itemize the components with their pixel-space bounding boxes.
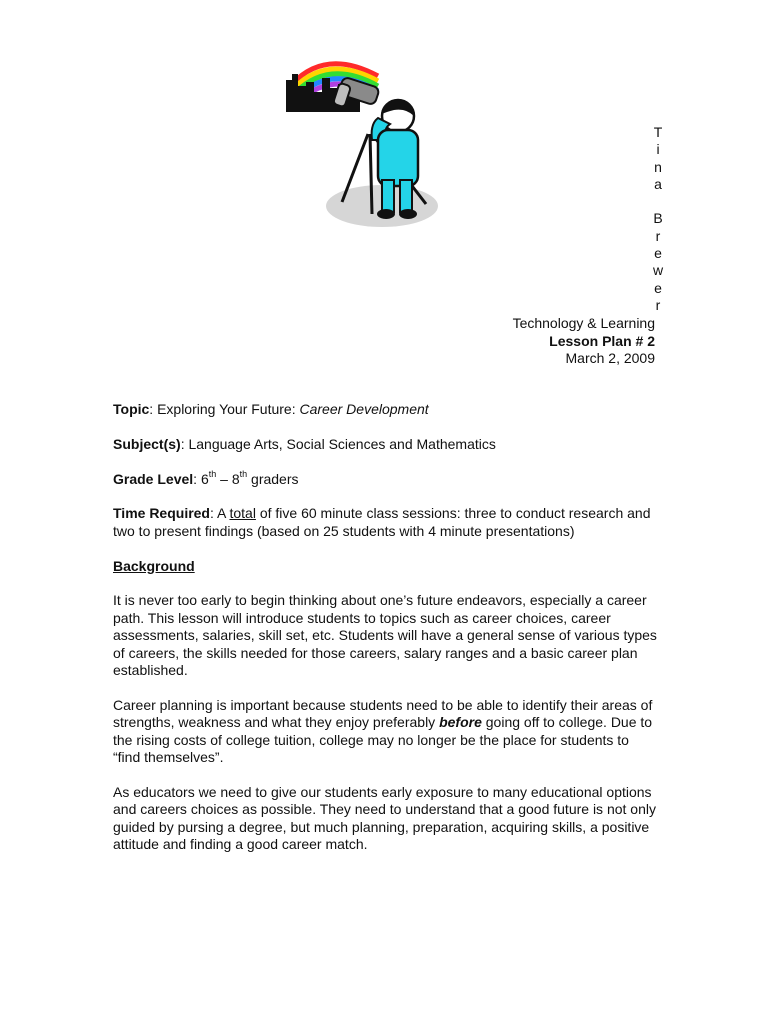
grade-to-sup: th bbox=[239, 468, 248, 479]
topic-text: : Exploring Your Future: bbox=[149, 401, 300, 417]
author-name-letter: r bbox=[655, 296, 661, 313]
para2-pre: Career planning is important because students need to be able to identify their areas of strengths, weakness and what they enjoy preferably bbox=[113, 696, 653, 731]
time-required-label: Time Required bbox=[113, 505, 210, 522]
author-name-letter bbox=[647, 193, 669, 210]
telescope-rainbow-clipart-icon bbox=[286, 54, 442, 230]
time-required-underlined: total bbox=[229, 505, 256, 522]
author-name-vertical bbox=[647, 124, 669, 314]
background-paragraph-1: It is never too early to begin thinking about one’s future endeavors, especially a career path. This lesson will introduce students to topics such as career choices, career assessments, salaries, skill set, etc. Students will have a general sense of various types of careers, the skills needed for those careers, salary ranges and a basic career plan established. bbox=[113, 592, 657, 679]
grade-from-sup: th bbox=[208, 468, 217, 479]
grade-dash: – bbox=[216, 470, 232, 487]
time-required-post: of five 60 minute class sessions: three to conduct research and two to present findings (based on 25 students with 4 minute presentations) bbox=[113, 505, 651, 539]
background-paragraph-2 bbox=[113, 697, 658, 767]
subjects-label: Subject(s) bbox=[113, 435, 181, 452]
grade-level-line bbox=[113, 468, 658, 488]
background-heading-text: Background bbox=[113, 557, 195, 574]
time-required-pre: : A bbox=[210, 505, 230, 522]
subjects-line bbox=[113, 436, 658, 453]
background-heading bbox=[113, 558, 658, 575]
author-name-letter: i bbox=[656, 141, 660, 158]
lesson-date: March 2, 2009 bbox=[565, 350, 655, 366]
author-name-letter: r bbox=[655, 227, 661, 244]
author-name-letter: e bbox=[654, 245, 662, 262]
topic-label: Topic bbox=[113, 401, 150, 417]
para2-emphasis: before bbox=[439, 714, 482, 731]
lesson-plan-number: Lesson Plan # 2 bbox=[549, 332, 655, 349]
topic-line bbox=[113, 401, 658, 418]
author-name-letter: w bbox=[652, 262, 664, 279]
para2-post: going off to college. Due to the rising costs of college tuition, college may no longer be the place for students to “find themselves”. bbox=[113, 714, 653, 766]
author-name-letter: e bbox=[654, 279, 662, 296]
lesson-content bbox=[113, 401, 658, 853]
subjects-text: : Language Arts, Social Sciences and Mathematics bbox=[180, 435, 496, 452]
time-required-line bbox=[113, 505, 658, 540]
author-name-letter: B bbox=[653, 210, 663, 227]
author-name-letter: a bbox=[654, 175, 662, 192]
lesson-header bbox=[513, 315, 655, 368]
grade-suffix: graders bbox=[247, 470, 299, 487]
author-name-letter: T bbox=[653, 124, 663, 140]
grade-from: 6 bbox=[200, 470, 209, 487]
author-name-letter: n bbox=[654, 158, 662, 175]
grade-level-label: Grade Level bbox=[113, 470, 194, 487]
grade-level-colon: : bbox=[193, 470, 201, 487]
course-name: Technology & Learning bbox=[512, 315, 655, 331]
topic-italic: Career Development bbox=[299, 401, 429, 417]
background-paragraph-3: As educators we need to give our students early exposure to many educational options and careers choices as possible. They need to understand that a good future is not only guided by pursing a degree, but much planning, preparation, acquiring skills, a positive attitude and finding a good career match. bbox=[113, 783, 656, 853]
grade-to: 8 bbox=[231, 470, 240, 487]
